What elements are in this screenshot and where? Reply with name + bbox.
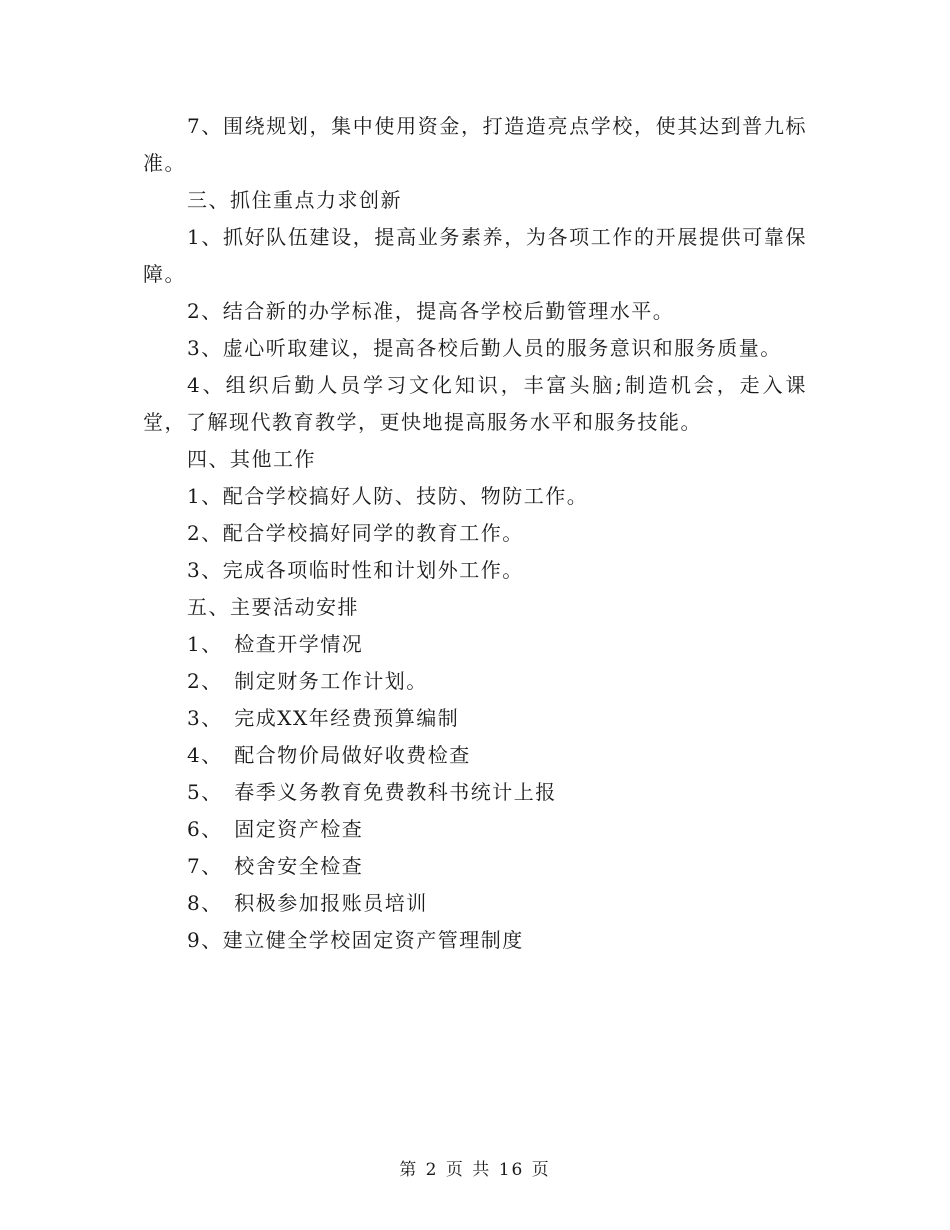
activity-item-2: 2、 制定财务工作计划。 [187,669,428,693]
activity-item-5: 5、 春季义务教育免费教科书统计上报 [187,780,557,804]
paragraph-4: 2、结合新的办学标准，提高各学校后勤管理水平。 [187,299,675,323]
activity-item-8: 8、 积极参加报账员培训 [187,891,428,915]
paragraph-8: 1、配合学校搞好人防、技防、物防工作。 [187,484,589,508]
section-heading-4: 四、其他工作 [187,447,316,471]
activity-item-9: 9、建立健全学校固定资产管理制度 [187,928,524,952]
paragraph-6: 4、组织后勤人员学习文化知识，丰富头脑;制造机会，走入课堂，了解现代教育教学，更快地提高服务水平和服务技能。 [143,373,807,434]
section-heading-5: 五、主要活动安排 [187,595,359,619]
activity-item-1: 1、 检查开学情况 [187,632,364,656]
paragraph-9: 2、配合学校搞好同学的教育工作。 [187,521,524,545]
paragraph-3: 1、抓好队伍建设，提高业务素养，为各项工作的开展提供可靠保障。 [143,225,807,286]
activity-item-3: 3、 完成XX年经费预算编制 [187,706,460,730]
paragraph-10: 3、完成各项临时性和计划外工作。 [187,558,524,582]
activity-item-6: 6、 固定资产检查 [187,817,364,841]
paragraph-1: 7、围绕规划，集中使用资金，打造造亮点学校，使其达到普九标准。 [143,114,807,175]
section-heading-3: 三、抓住重点力求创新 [187,188,402,212]
document-body [143,108,807,959]
activity-item-4: 4、 配合物价局做好收费检查 [187,743,471,767]
paragraph-5: 3、虚心听取建议，提高各校后勤人员的服务意识和服务质量。 [187,336,782,360]
activity-item-7: 7、 校舍安全检查 [187,854,364,878]
page-number-footer: 第 2 页 共 16 页 [399,1160,551,1180]
